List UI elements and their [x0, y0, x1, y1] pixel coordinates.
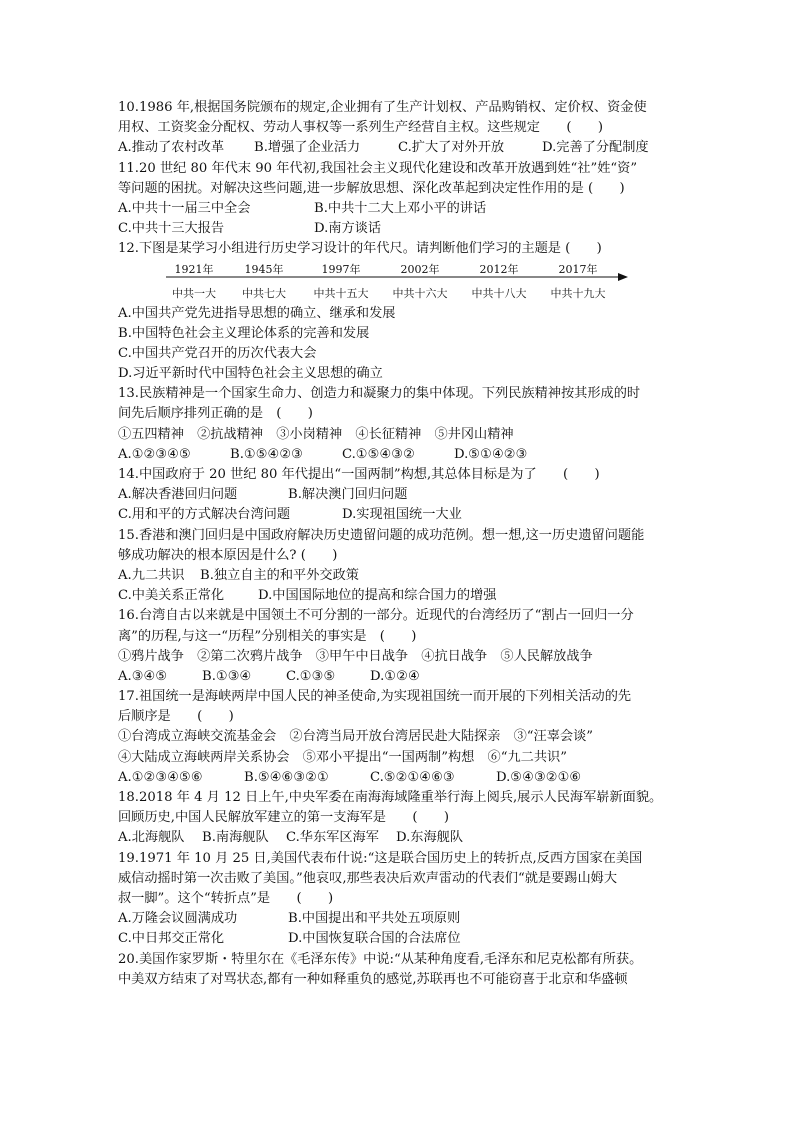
option-d[interactable]: D.⑤①④②③	[454, 446, 528, 462]
option-d[interactable]: D.①②④	[370, 668, 420, 684]
timeline-year: 1997年	[321, 262, 361, 276]
question-stem: 够成功解决的根本原因是什么? ( )	[118, 547, 338, 563]
question-stem: 间先后顺序排列正确的是 ( )	[118, 406, 313, 422]
question-10	[118, 98, 690, 159]
timeline-event: 中共七大	[242, 286, 286, 300]
option-c[interactable]: C.中国共产党召开的历次代表大会	[118, 345, 317, 361]
option-d[interactable]: D.中国恢复联合国的合法席位	[288, 931, 461, 947]
option-row	[118, 505, 690, 525]
question-stem: 19.1971 年 10 月 25 日,美国代表布什说:“这是联合国历史上的转折点,反西方国家在美国	[118, 850, 643, 866]
option-b[interactable]: B.①③④	[202, 668, 252, 684]
question-stem: 17.祖国统一是海峡两岸中国人民的神圣使命,为实现祖国统一而开展的下列相关活动的先	[118, 689, 632, 705]
option-d[interactable]: D.习近平新时代中国特色社会主义思想的确立	[118, 366, 383, 382]
question-stem: 离”的历程,与这一“历程”分别相关的事实是 ( )	[118, 628, 417, 644]
option-d[interactable]: D.完善了分配制度	[542, 140, 649, 156]
question-stem: 回顾历史,中国人民解放军建立的第一支海军是 ( )	[118, 810, 449, 826]
question-18	[118, 788, 690, 849]
timeline-year: 1921年	[174, 262, 214, 276]
option-row	[118, 138, 690, 158]
option-row	[118, 485, 690, 505]
option-d[interactable]: D.实现祖国统一大业	[342, 507, 462, 523]
question-stem: 14.中国政府于 20 世纪 80 年代提出“一国两制”构想,其总体目标是为了 ( )	[118, 467, 600, 482]
option-c[interactable]: C.⑤②①④⑥③	[370, 769, 455, 785]
option-row	[118, 667, 690, 687]
question-19	[118, 849, 690, 950]
timeline-year: 1945年	[244, 262, 284, 276]
timeline-year: 2017年	[558, 262, 598, 276]
exam-page	[118, 98, 690, 990]
question-15	[118, 526, 690, 607]
option-b[interactable]: B.增强了企业活力	[254, 140, 361, 156]
option-row	[118, 199, 690, 219]
option-a[interactable]: A.北海舰队	[118, 830, 185, 846]
option-a[interactable]: A.①②③④⑤	[118, 446, 191, 462]
question-stem: 12.下图是某学习小组进行历史学习设计的年代尺。请判断他们学习的主题是 ( )	[118, 241, 602, 257]
question-items: ①鸦片战争 ②第二次鸦片战争 ③甲午中日战争 ④抗日战争 ⑤人民解放战争	[118, 648, 593, 664]
option-row	[118, 768, 690, 788]
question-stem: 叔一脚”。这个“转折点”是 ( )	[118, 890, 334, 906]
timeline-event: 中共十五大	[313, 286, 369, 300]
option-d[interactable]: D.东海舰队	[396, 830, 464, 846]
timeline-event: 中共十六大	[392, 286, 448, 300]
option-c[interactable]: C.①⑤④③②	[342, 446, 415, 462]
question-13	[118, 384, 690, 465]
option-a[interactable]: A.中国共产党先进指导思想的确立、继承和发展	[118, 305, 396, 321]
timeline-event: 中共十九大	[550, 286, 606, 300]
question-stem: 15.香港和澳门回归是中国政府解决历史遗留问题的成功范例。想一想,这一历史遗留问题能	[118, 527, 645, 543]
option-row	[118, 828, 690, 848]
option-d[interactable]: D.中国国际地位的提高和综合国力的增强	[258, 588, 497, 604]
option-row	[118, 445, 690, 465]
question-stem: 用权、工资奖金分配权、劳动人事权等一系列生产经营自主权。这些规定 ( )	[118, 120, 604, 136]
option-a[interactable]: A.推动了农村改革	[118, 140, 225, 156]
question-stem: 16.台湾自古以来就是中国领土不可分割的一部分。近现代的台湾经历了“割占一回归一分	[118, 608, 634, 624]
question-14	[118, 465, 690, 526]
option-b[interactable]: B.南海舰队	[202, 830, 269, 846]
option-c[interactable]: C.华东军区海军	[286, 830, 379, 846]
question-stem: 等问题的困扰。对解决这些问题,进一步解放思想、深化改革起到决定性作用的是 ( )	[118, 180, 625, 196]
option-b[interactable]: B.中国特色社会主义理论体系的完善和发展	[118, 325, 370, 341]
question-20	[118, 950, 690, 990]
option-c[interactable]: C.①③⑤	[286, 668, 336, 684]
question-items: ①台湾成立海峡交流基金会 ②台湾当局开放台湾居民赴大陆探亲 ③“汪辜会谈”	[118, 729, 594, 745]
timeline-year: 2002年	[400, 262, 440, 276]
option-a[interactable]: A.③④⑤	[118, 668, 168, 684]
option-a[interactable]: A.①②③④⑤⑥	[118, 769, 203, 785]
question-stem: 11.20 世纪 80 年代末 90 年代初,我国社会主义现代化建设和改革开放遇到姓“社”姓“资”	[118, 160, 638, 176]
option-c[interactable]: C.扩大了对外开放	[398, 140, 505, 156]
option-b[interactable]: B.①⑤④②③	[230, 446, 303, 462]
option-b[interactable]: B.⑤④⑥③②①	[244, 769, 329, 785]
option-c[interactable]: C.用和平的方式解决台湾问题	[118, 507, 291, 523]
option-a[interactable]: A.解决香港回归问题	[118, 487, 238, 503]
question-stem: 10.1986 年,根据国务院颁布的规定,企业拥有了生产计划权、产品购销权、定价权、资金使	[118, 100, 647, 115]
option-c[interactable]: C.中日邦交正常化	[118, 931, 225, 947]
option-row	[118, 219, 690, 239]
question-12	[118, 239, 690, 384]
question-stem: 威信动摇时第一次击败了美国。”他哀叹,那些表决后欢声雷动的代表们“就是要踢山姆大	[118, 870, 618, 886]
question-11	[118, 159, 690, 240]
era-timeline	[118, 260, 690, 302]
question-stem: 中美双方结束了对骂状态,都有一种如释重负的感觉,苏联再也不可能窃喜于北京和华盛顿	[118, 971, 628, 987]
timeline-event: 中共一大	[172, 286, 216, 300]
option-c[interactable]: C.中共十三大报告	[118, 221, 225, 237]
option-a[interactable]: A.九二共识	[118, 567, 185, 583]
option-a[interactable]: A.万隆会议圆满成功	[118, 911, 238, 927]
option-d[interactable]: D.南方谈话	[314, 221, 382, 237]
option-row	[118, 909, 690, 929]
option-b[interactable]: B.中共十二大上邓小平的讲话	[314, 200, 487, 216]
question-16	[118, 606, 690, 687]
option-row	[118, 586, 690, 606]
option-b[interactable]: B.解决澳门回归问题	[288, 487, 408, 503]
question-items: ①五四精神 ②抗战精神 ③小岗精神 ④长征精神 ⑤井冈山精神	[118, 426, 514, 442]
option-a[interactable]: A.中共十一届三中全会	[118, 200, 251, 216]
option-b[interactable]: B.独立自主的和平外交政策	[200, 567, 359, 583]
question-stem: 13.民族精神是一个国家生命力、创造力和凝聚力的集中体现。下列民族精神按其形成的时	[118, 386, 641, 402]
option-c[interactable]: C.中美关系正常化	[118, 588, 225, 604]
timeline-event: 中共十八大	[471, 286, 527, 300]
option-row	[118, 566, 690, 586]
question-stem: 后顺序是 ( )	[118, 709, 234, 725]
timeline-year: 2012年	[479, 262, 519, 276]
question-17	[118, 687, 690, 788]
question-stem: 20.美国作家罗斯・特里尔在《毛泽东传》中说:“从某种角度看,毛泽东和尼克松都有所获。	[118, 951, 643, 967]
question-stem: 18.2018 年 4 月 12 日上午,中央军委在南海海域隆重举行海上阅兵,展示人民海军崭新面貌。	[118, 790, 663, 805]
question-items: ④大陆成立海峡两岸关系协会 ⑤邓小平提出“一国两制”构想 ⑥“九二共识”	[118, 749, 567, 765]
option-b[interactable]: B.中国提出和平共处五项原则	[288, 911, 461, 927]
option-row	[118, 929, 690, 949]
option-d[interactable]: D.⑤④③②①⑥	[496, 769, 582, 785]
